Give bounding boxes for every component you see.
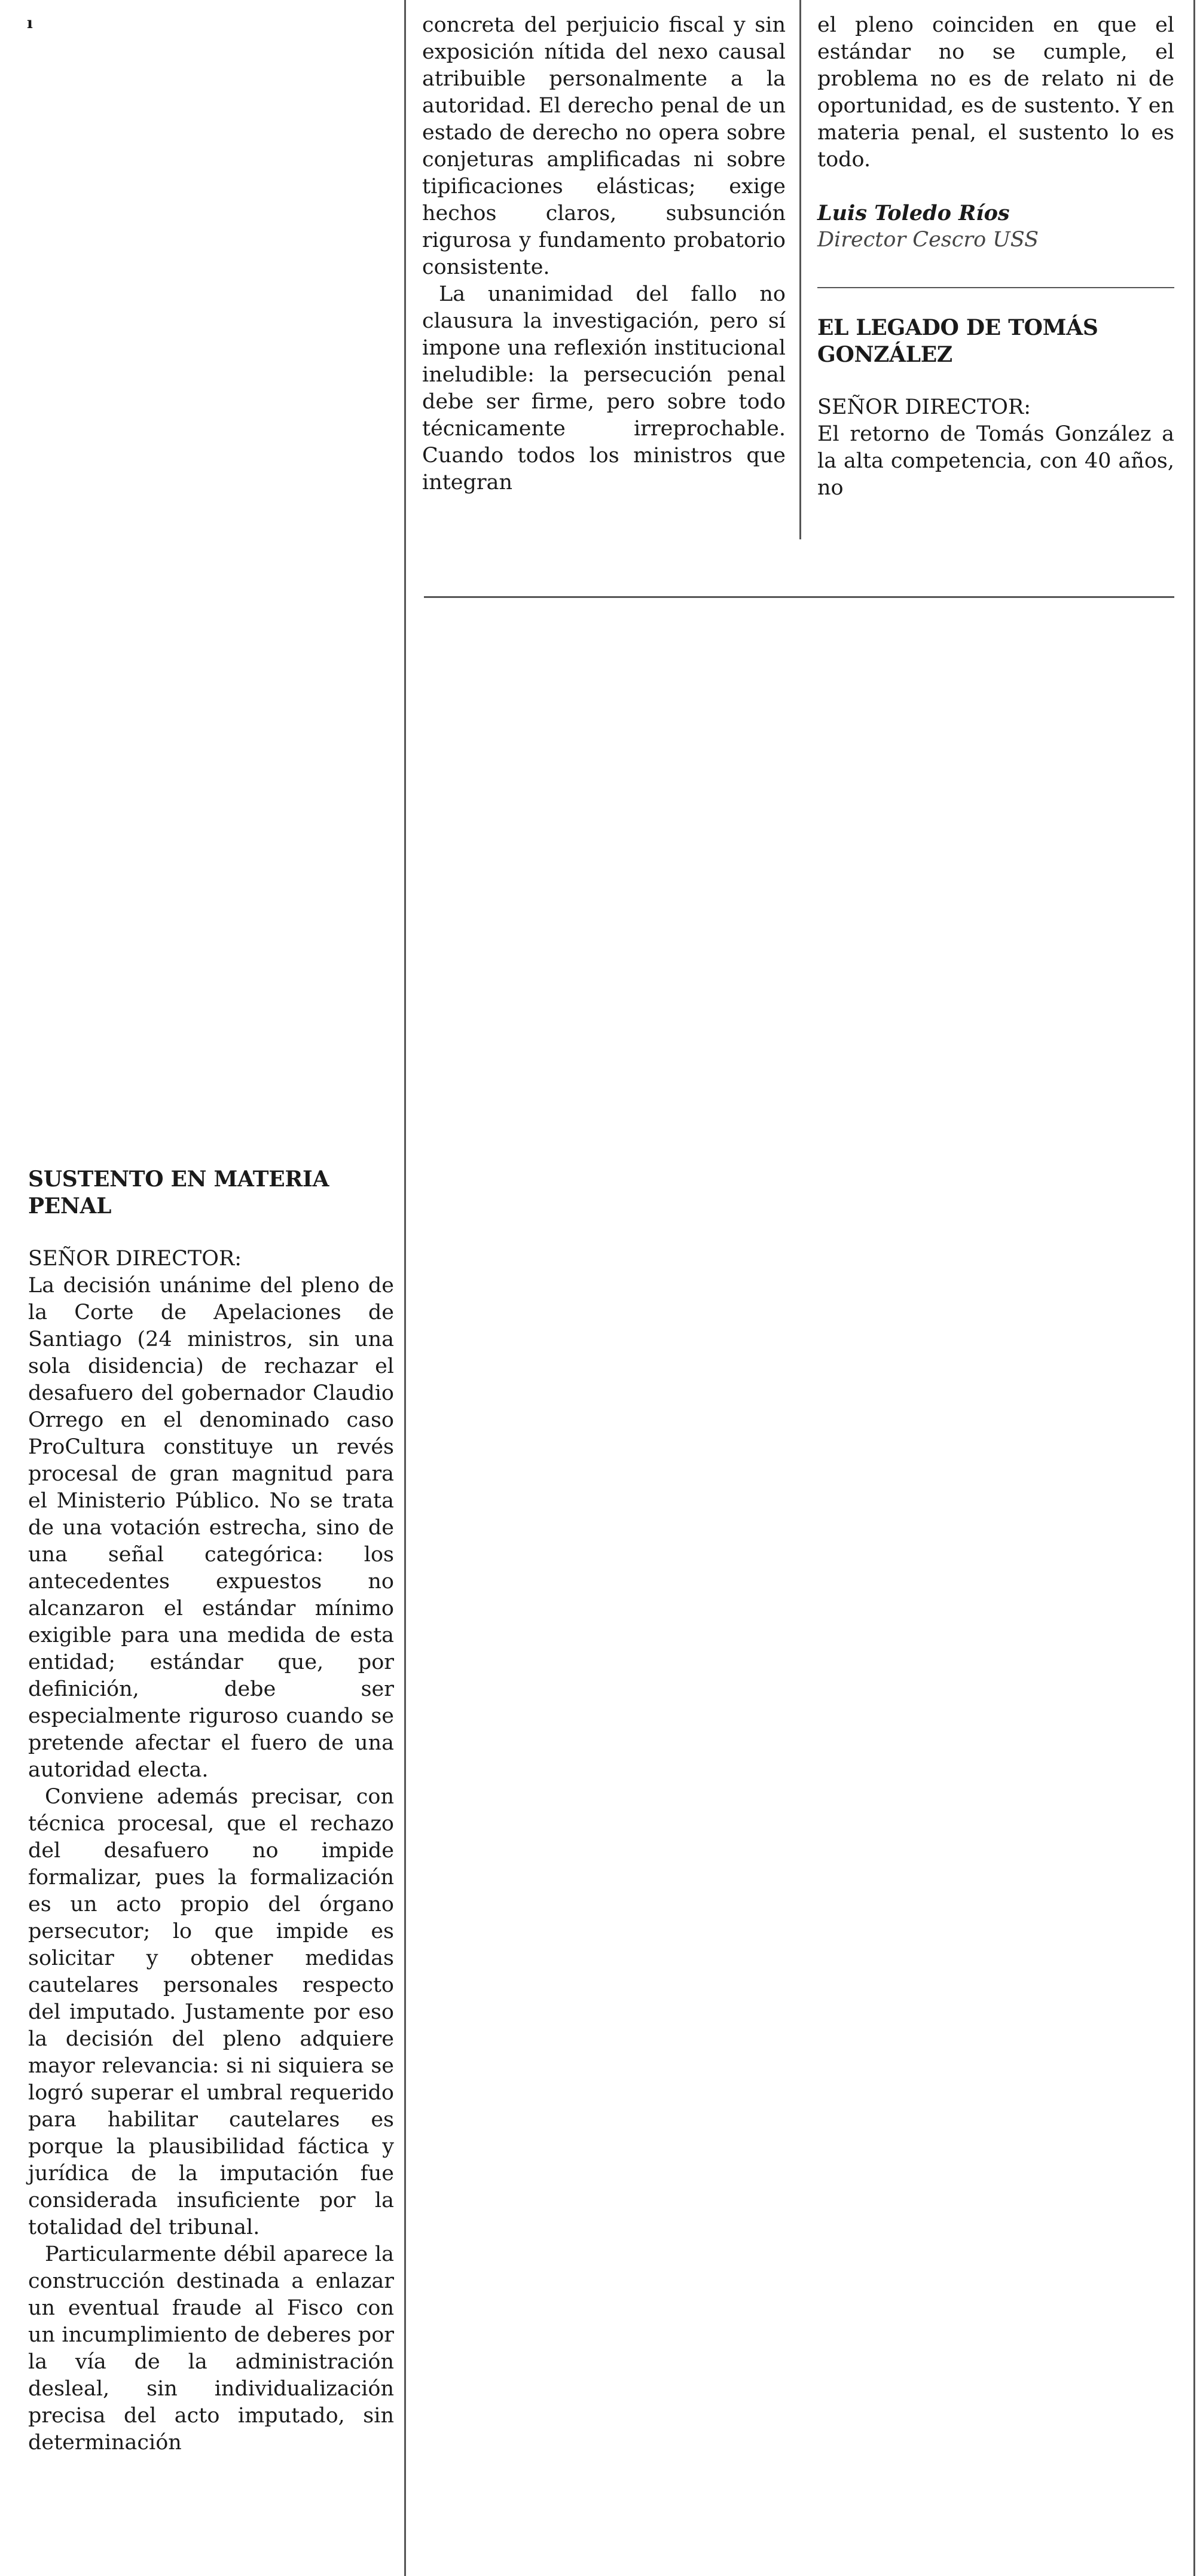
signature-role: Director Cescro USS bbox=[817, 228, 1039, 252]
letter-paragraph: el pleno coinciden en que el estándar no se cumple, el problema no es de relato ni de oportunidad, es de sustento. Y en materia penal, el sustento lo es todo. bbox=[817, 13, 1174, 172]
letter-paragraph: La decisión unánime del pleno de la Corte de Apelaciones de Santiago (24 ministros, sin una sola disidencia) de rechazar el desafuero del gobernador Claudio Orrego en el denominado caso ProCultura constituye un revés procesal de gran magnitud para el Ministerio Público. No se trata de una votación estrecha, sino de una señal categórica: los antecedentes expuestos no alcanzaron el estándar mínimo exigible para una medida de esta entidad; estándar que, por definición, debe ser especialmente riguroso cuando se pretende afectar el fuero de una autoridad electa. bbox=[28, 1274, 394, 1782]
corner-mark: ı bbox=[27, 14, 33, 32]
column-rule-middle bbox=[799, 0, 801, 539]
letter-sustento-column-1 bbox=[28, 1166, 394, 2456]
letter-paragraph: La unanimidad del fallo no clausura la investigación, pero sí impone una reflexión institucional ineludible: la persecución penal debe ser firme, pero sobre todo técnicamente irreprochable. Cuando todos los ministros que integran bbox=[422, 282, 786, 495]
column-rule-left bbox=[404, 0, 406, 2576]
letter-heading: EL LEGADO DE TOMÁS bbox=[817, 315, 1098, 340]
signature-name: Luis Toledo Ríos bbox=[817, 201, 1010, 225]
letter-paragraph: Conviene además precisar, con técnica procesal, que el rechazo del desafuero no impide formalizar, pues la formalización es un acto propio del órgano persecutor; lo que impide es solicitar y obtener medidas cautelares personales respecto del imputado. Justamente por eso la decisión del pleno adquiere mayor relevancia: si ni siquiera se logró superar el umbral requerido para habilitar cautelares es porque la plausibilidad fáctica y jurídica de la imputación fue considerada insuficiente por la totalidad del tribunal. bbox=[28, 1785, 394, 2239]
letter-salutation: SEÑOR DIRECTOR: bbox=[817, 395, 1031, 419]
letter-paragraph: El retorno de Tomás González a la alta competencia, con 40 años, no bbox=[817, 422, 1174, 500]
letter-heading: SUSTENTO EN MATERIA PENAL bbox=[28, 1167, 329, 1219]
section-divider bbox=[424, 596, 1174, 598]
column-rule-right bbox=[1193, 0, 1195, 2576]
letter-paragraph: concreta del perjuicio fiscal y sin exposición nítida del nexo causal atribuible personalmente a la autoridad. El derecho penal de un estado de derecho no opera sobre conjeturas amplificadas ni sobre tipificaciones elásticas; exige hechos claros, subsunción rigurosa y fundamento probatorio consistente. bbox=[422, 13, 786, 279]
letter-heading: GONZÁLEZ bbox=[817, 342, 952, 367]
letter-salutation: SEÑOR DIRECTOR: bbox=[28, 1247, 242, 1271]
letter-paragraph: Particularmente débil aparece la construcción destinada a enlazar un eventual fraude al Fisco con un incumplimiento de deberes por la vía de la administración desleal, sin individualización precisa del acto imputado, sin determinación bbox=[28, 2242, 394, 2455]
letter-sustento-column-2 bbox=[422, 12, 786, 496]
letter-column-3 bbox=[817, 12, 1174, 502]
